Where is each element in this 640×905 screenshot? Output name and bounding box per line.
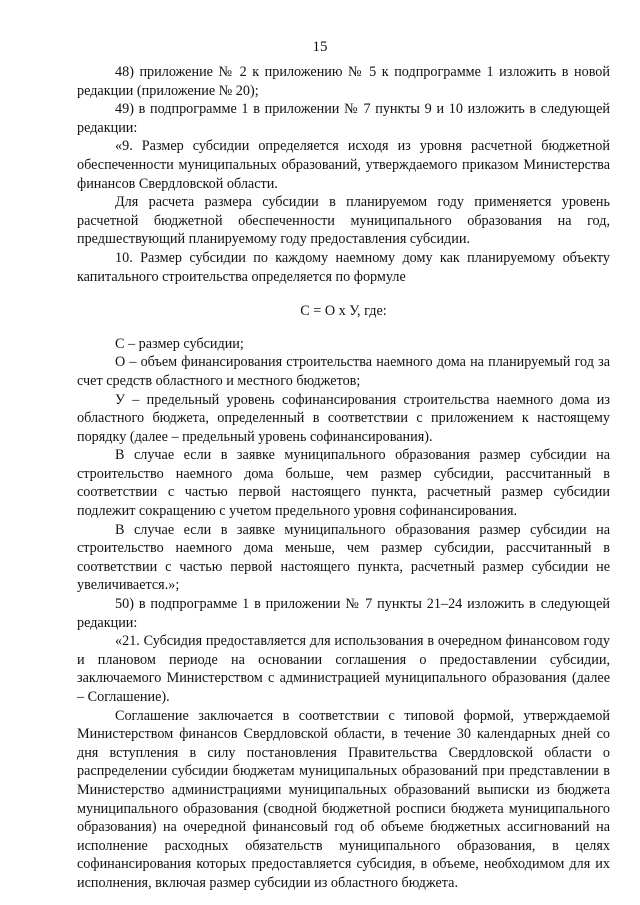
- paragraph-point-10: 10. Размер субсидии по каждому наемному дому как планируемому объекту капитального строительства определяется по формуле: [77, 249, 610, 285]
- paragraph-point-21: «21. Субсидия предоставляется для использования в очередном финансовом году и плановом периоде на основании соглашения о предоставлении субсидии, заключаемого Министерством с администрацией муниципального образования (далее – Соглашение).: [77, 633, 610, 705]
- definition-u: У – предельный уровень софинансирования строительства наемного дома из областного бюджета, определенный в соответствии с приложением к настоящему порядку (далее – предельный уровень софинансирования).: [77, 391, 610, 445]
- formula: С = О х У, где:: [300, 303, 387, 320]
- page-number: 15: [312, 39, 328, 55]
- paragraph-no-increase-case: В случае если в заявке муниципального образования размер субсидии на строительство наемного дома меньше, чем размер субсидии, рассчитанный в соответствии с частью первой настоящего пункта, расчетный размер субсидии не увеличивается.»;: [77, 521, 610, 594]
- paragraph-point-9: «9. Размер субсидии определяется исходя из уровня расчетной бюджетной обеспеченности муниципальных образований, утверждаемого приказом Министерства финансов Свердловской области.: [77, 138, 610, 192]
- definition-c: С – размер субсидии;: [115, 335, 244, 352]
- paragraph-item-50: 50) в подпрограмме 1 в приложении № 7 пункты 21–24 изложить в следующей редакции:: [77, 596, 610, 631]
- document-body: [77, 63, 610, 893]
- paragraph-item-48: 48) приложение № 2 к приложению № 5 к подпрограмме 1 изложить в новой редакции (приложение № 20);: [77, 64, 610, 99]
- paragraph-agreement: Соглашение заключается в соответствии с типовой формой, утверждаемой Министерством финансов Свердловской области, в течение 30 календарных дней со дня вступления в силу постановления Правительства Свердловской области о распределении субсидии бюджетам муниципальных образований при представлении в Министерство администрациями муниципальных образований выписки из бюджета муниципального образования (сводной бюджетной росписи бюджета муниципального образования) на очередной финансовый год об объеме бюджетных ассигнований на исполнение расходных обязательств муниципального образования, в целях софинансирования которых предоставляется субсидия, в объеме, необходимом для их исполнения, включая размер субсидии из областного бюджета.: [77, 707, 610, 891]
- paragraph-calculation-note: Для расчета размера субсидии в планируемом году применяется уровень расчетной бюджетной обеспеченности муниципального образования на год, предшествующий планируемому году предоставления субсидии.: [77, 194, 610, 248]
- definition-o: О – объем финансирования строительства наемного дома на планируемый год за счет средств областного и местного бюджетов;: [77, 354, 610, 389]
- paragraph-item-49: 49) в подпрограмме 1 в приложении № 7 пункты 9 и 10 изложить в следующей редакции:: [77, 101, 610, 136]
- paragraph-reduction-case: В случае если в заявке муниципального образования размер субсидии на строительство наемного дома больше, чем размер субсидии, рассчитанный в соответствии с частью первой настоящего пункта, расчетный размер субсидии подлежит сокращению с учетом предельного уровня софинансирования.: [77, 447, 610, 520]
